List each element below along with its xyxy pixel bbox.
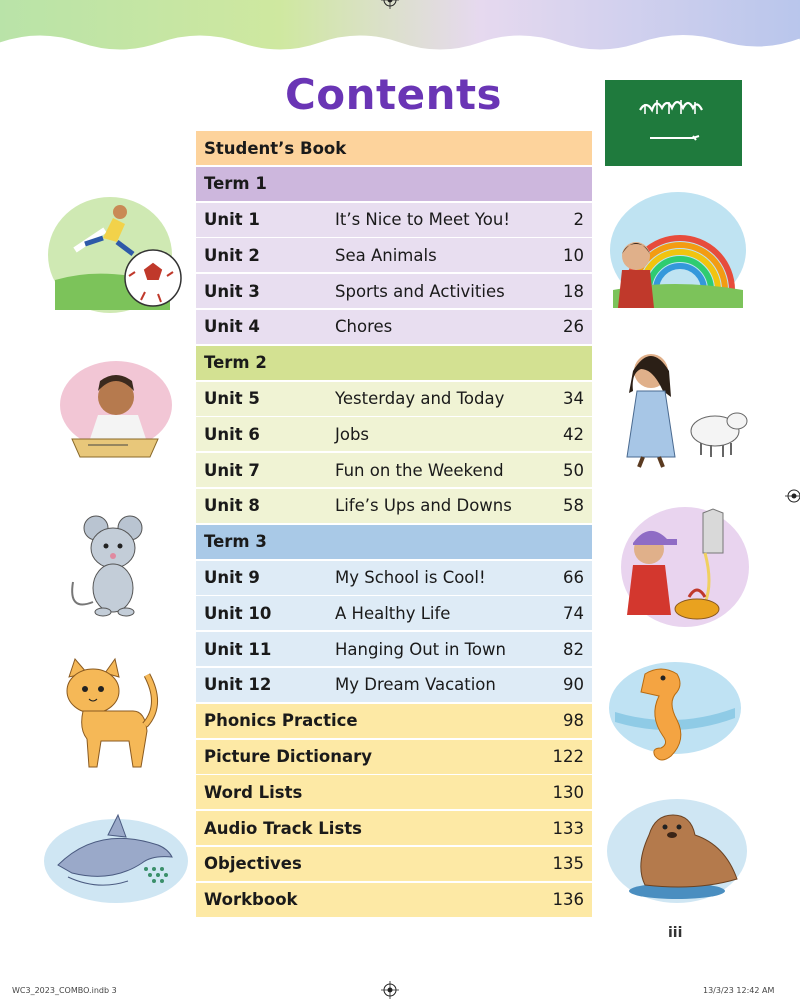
seahorse-icon [605, 660, 745, 770]
unit-row[interactable] [196, 382, 592, 416]
soccer-kick-icon [45, 190, 185, 315]
page-ref: 26 [563, 317, 584, 337]
unit-number: Unit 4 [204, 317, 260, 337]
extras-row[interactable] [196, 775, 592, 809]
section-title: Workbook [204, 890, 298, 910]
extras-row[interactable] [196, 740, 592, 774]
extras-row[interactable] [196, 811, 592, 845]
unit-row[interactable] [196, 417, 592, 451]
boy-with-rocket-icon [615, 505, 750, 633]
section-title: Word Lists [204, 782, 303, 802]
unit-number: Unit 11 [204, 639, 272, 659]
unit-row[interactable] [196, 453, 592, 487]
page-ref: 136 [552, 890, 584, 910]
page-ref: 34 [563, 389, 584, 409]
unit-title: Sports and Activities [335, 281, 505, 301]
page-ref: 82 [563, 639, 584, 659]
unit-number: Unit 7 [204, 460, 260, 480]
unit-title: Hanging Out in Town [335, 639, 506, 659]
girl-rainbow-icon [608, 190, 748, 310]
term-header-row [196, 525, 592, 559]
term-label: Term 1 [204, 174, 267, 194]
print-file-label: WC3_2023_COMBO.indb 3 [12, 986, 117, 995]
unit-title: My Dream Vacation [335, 675, 496, 695]
unit-row[interactable] [196, 238, 592, 272]
unit-number: Unit 6 [204, 424, 260, 444]
unit-title: Yesterday and Today [335, 389, 505, 409]
seal-icon [605, 795, 750, 905]
book-header-label: Student’s Book [204, 138, 347, 158]
contents-table [196, 131, 592, 919]
page-ref: 10 [563, 245, 584, 265]
unit-row[interactable] [196, 668, 592, 702]
saudi-flag-icon [605, 80, 742, 166]
page-ref: 66 [563, 568, 584, 588]
section-title: Objectives [204, 854, 302, 874]
unit-row[interactable] [196, 274, 592, 308]
unit-row[interactable] [196, 561, 592, 595]
unit-title: Fun on the Weekend [335, 460, 504, 480]
page-ref: 2 [573, 210, 584, 230]
unit-number: Unit 1 [204, 210, 260, 230]
cat-icon [55, 655, 160, 773]
unit-number: Unit 10 [204, 603, 272, 623]
unit-title: Jobs [335, 424, 370, 444]
page-ref: 42 [563, 424, 584, 444]
mouse-icon [68, 512, 160, 620]
term-label: Term 2 [204, 353, 267, 373]
unit-number: Unit 12 [204, 675, 272, 695]
unit-row[interactable] [196, 596, 592, 630]
section-title: Audio Track Lists [204, 818, 362, 838]
unit-title: Life’s Ups and Downs [335, 496, 512, 516]
term-label: Term 3 [204, 532, 267, 552]
registration-mark-icon [381, 981, 399, 999]
term-header-row [196, 346, 592, 380]
registration-mark-icon [785, 487, 800, 505]
page-ref: 58 [563, 496, 584, 516]
section-title: Picture Dictionary [204, 747, 373, 767]
page-ref: 135 [552, 854, 584, 874]
unit-title: It’s Nice to Meet You! [335, 210, 510, 230]
print-timestamp: 13/3/23 12:42 AM [703, 986, 775, 995]
unit-row[interactable] [196, 203, 592, 237]
extras-row[interactable] [196, 847, 592, 881]
unit-number: Unit 2 [204, 245, 260, 265]
unit-title: Chores [335, 317, 393, 337]
unit-number: Unit 9 [204, 568, 260, 588]
page-ref: 18 [563, 281, 584, 301]
page-ref: 74 [563, 603, 584, 623]
page-title: Contents [284, 70, 503, 119]
unit-row[interactable] [196, 489, 592, 523]
dolphin-icon [38, 805, 188, 905]
unit-title: A Healthy Life [335, 603, 451, 623]
unit-title: Sea Animals [335, 245, 437, 265]
term-header-row [196, 167, 592, 201]
unit-row[interactable] [196, 310, 592, 344]
boy-writing-icon [58, 355, 173, 465]
top-wave-banner [0, 0, 800, 70]
page-ref: 130 [552, 782, 584, 802]
extras-row[interactable] [196, 704, 592, 738]
registration-mark-icon [381, 0, 399, 9]
page-ref: 133 [552, 818, 584, 838]
page-ref: 90 [563, 675, 584, 695]
unit-number: Unit 8 [204, 496, 260, 516]
page-number: iii [668, 925, 683, 941]
unit-number: Unit 5 [204, 389, 260, 409]
unit-title: My School is Cool! [335, 568, 486, 588]
unit-number: Unit 3 [204, 281, 260, 301]
unit-row[interactable] [196, 632, 592, 666]
girl-with-lamb-icon [615, 345, 750, 473]
book-header-row [196, 131, 592, 165]
section-title: Phonics Practice [204, 711, 358, 731]
page-ref: 122 [552, 747, 584, 767]
extras-row[interactable] [196, 883, 592, 917]
page-ref: 98 [563, 711, 584, 731]
page-ref: 50 [563, 460, 584, 480]
